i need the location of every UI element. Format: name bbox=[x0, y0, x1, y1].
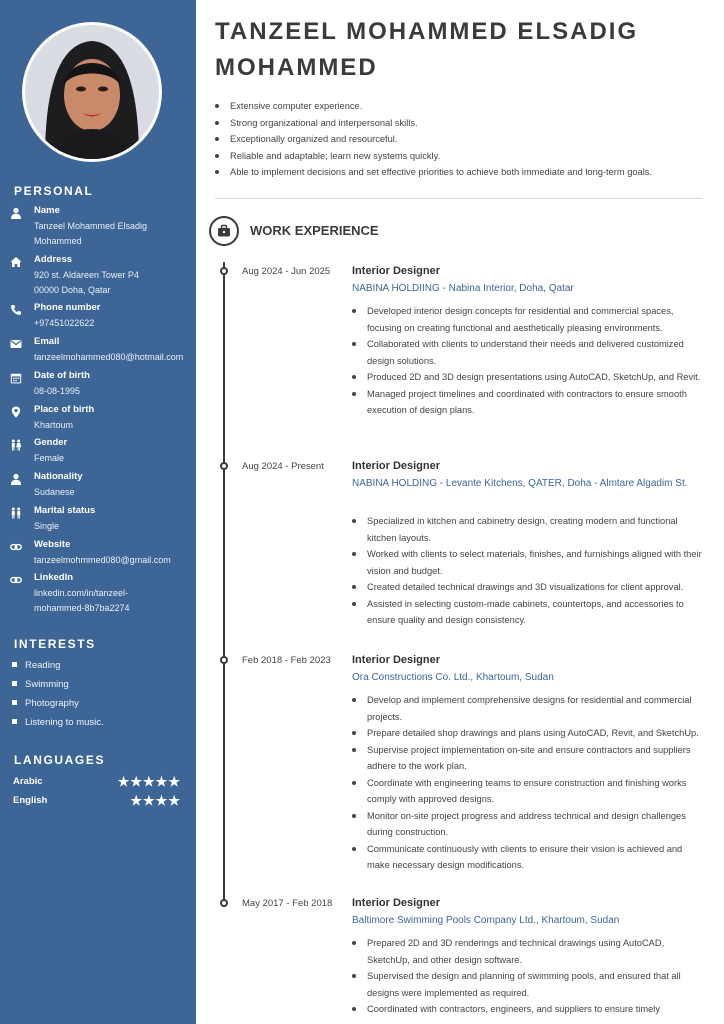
personal-value bbox=[34, 553, 171, 568]
personal-label: Phone number bbox=[34, 302, 101, 313]
personal-value bbox=[34, 350, 183, 365]
personal-label: Date of birth bbox=[34, 370, 90, 381]
person-icon bbox=[10, 206, 22, 218]
calendar-icon bbox=[10, 371, 22, 383]
briefcase-icon bbox=[209, 216, 239, 246]
job-bullet: Developed interior design concepts for residential and commercial spaces, focusing on creating functional and aesthetically pleasing environments. bbox=[352, 303, 704, 336]
timeline-dot bbox=[220, 462, 228, 470]
star-rating-icon: ★★★★★ bbox=[117, 774, 181, 789]
email-icon bbox=[10, 337, 22, 349]
personal-value-line: Khartoum bbox=[34, 420, 74, 430]
interest-item bbox=[12, 660, 60, 671]
interest-label: Listening to music. bbox=[25, 717, 104, 728]
person-icon bbox=[10, 472, 22, 484]
personal-value-line: tanzeelmohmmed080@gmail.com bbox=[34, 555, 171, 565]
language-item bbox=[13, 795, 185, 806]
timeline-dot bbox=[220, 656, 228, 664]
personal-value-line: linkedin.com/in/tanzeel- bbox=[34, 588, 129, 598]
link-icon bbox=[10, 573, 22, 585]
language-name: Arabic bbox=[13, 776, 43, 787]
personal-value-line: Female bbox=[34, 453, 65, 463]
personal-label: Gender bbox=[34, 437, 68, 448]
summary-item: Reliable and adaptable; learn new systems quickly. bbox=[215, 148, 652, 165]
personal-value-line: Sudanese bbox=[34, 487, 75, 497]
home-icon bbox=[10, 255, 22, 267]
section-divider bbox=[215, 198, 702, 199]
square-bullet-icon bbox=[12, 662, 17, 667]
job-bullet: Specialized in kitchen and cabinetry design, creating modern and functional kitchen layouts. bbox=[352, 513, 704, 546]
job-bullet: Communicate continuously with clients to ensure their vision is achieved and make necessary design modifications. bbox=[352, 841, 704, 874]
personal-value bbox=[34, 268, 139, 297]
summary-item: Extensive computer experience. bbox=[215, 98, 652, 115]
interest-item bbox=[12, 717, 104, 728]
job-dates: May 2017 - Feb 2018 bbox=[242, 898, 333, 909]
job-bullets bbox=[352, 692, 704, 874]
job-bullet: Managed project timelines and coordinated with contractors to ensure smooth execution of design plans. bbox=[352, 386, 704, 419]
interest-item bbox=[12, 698, 79, 709]
square-bullet-icon bbox=[12, 700, 17, 705]
personal-value bbox=[34, 384, 80, 399]
language-item bbox=[13, 776, 185, 787]
personal-value-line: mohammed-8b7ba2274 bbox=[34, 602, 130, 613]
personal-label: Email bbox=[34, 336, 60, 347]
job-company: Baltimore Swimming Pools Company Ltd., Khartoum, Sudan bbox=[352, 915, 620, 926]
personal-value-line: Mohammed bbox=[34, 235, 82, 246]
personal-value bbox=[34, 519, 59, 534]
job-title: Interior Designer bbox=[352, 460, 441, 472]
personal-value-line: 00000 Doha, Qatar bbox=[34, 284, 111, 295]
timeline-line bbox=[223, 262, 225, 907]
personal-value bbox=[34, 485, 75, 500]
work-experience-heading: WORK EXPERIENCE bbox=[250, 223, 379, 238]
job-title: Interior Designer bbox=[352, 654, 441, 666]
job-bullet: Created detailed technical drawings and 3D visualizations for client approval. bbox=[352, 579, 704, 596]
job-bullet: Coordinate with engineering teams to ensure construction and finishing works comply with approved designs. bbox=[352, 775, 704, 808]
interest-item bbox=[12, 679, 69, 690]
job-dates: Aug 2024 - Present bbox=[242, 461, 324, 472]
interest-label: Swimming bbox=[25, 679, 69, 690]
summary-list bbox=[215, 98, 652, 181]
languages-heading: LANGUAGES bbox=[14, 753, 106, 767]
job-bullets bbox=[352, 935, 704, 1018]
phone-icon bbox=[10, 303, 22, 315]
personal-value bbox=[34, 451, 64, 466]
job-bullets bbox=[352, 513, 704, 629]
personal-value bbox=[34, 316, 94, 331]
summary-item: Able to implement decisions and set effective priorities to achieve both immediate and long-term goals. bbox=[215, 164, 652, 181]
personal-value bbox=[34, 219, 147, 248]
job-bullet: Produced 2D and 3D design presentations using AutoCAD, SketchUp, and Revit. bbox=[352, 369, 704, 386]
sidebar bbox=[0, 0, 196, 1024]
job-dates: Aug 2024 - Jun 2025 bbox=[242, 266, 331, 277]
job-title: Interior Designer bbox=[352, 897, 441, 909]
personal-value-line: 920 st. Aldareen Tower P4 bbox=[34, 270, 139, 280]
job-bullet: Worked with clients to select materials, finishes, and furnishings aligned with their vision and budget. bbox=[352, 546, 704, 579]
personal-label: Name bbox=[34, 205, 60, 216]
interest-label: Photography bbox=[25, 698, 79, 709]
personal-label: Place of birth bbox=[34, 404, 95, 415]
timeline-dot bbox=[220, 899, 228, 907]
square-bullet-icon bbox=[12, 719, 17, 724]
couple-icon bbox=[10, 506, 22, 518]
personal-heading: PERSONAL bbox=[14, 184, 94, 198]
interests-heading: INTERESTS bbox=[14, 637, 96, 651]
job-bullet: Monitor on-site project progress and address technical and design challenges during construction. bbox=[352, 808, 704, 841]
personal-value-line: +97451022622 bbox=[34, 318, 95, 328]
personal-value-line: Tanzeel Mohammed Elsadig bbox=[34, 221, 148, 231]
personal-value bbox=[34, 586, 130, 615]
personal-label: Address bbox=[34, 254, 73, 265]
job-bullet: Collaborated with clients to understand their needs and delivered customized design solutions. bbox=[352, 336, 704, 369]
summary-item: Exceptionally organized and resourceful. bbox=[215, 131, 652, 148]
job-bullet: Assisted in selecting custom-made cabinets, countertops, and accessories to ensure quality and design consistency. bbox=[352, 596, 704, 629]
job-bullet: Prepare detailed shop drawings and plans using AutoCAD, Revit, and SketchUp. bbox=[352, 725, 704, 742]
gender-icon bbox=[10, 438, 22, 450]
personal-label: Nationality bbox=[34, 471, 83, 482]
personal-value-line: 08-08-1995 bbox=[34, 386, 81, 396]
job-bullet: Supervise project implementation on-site and ensure contractors and suppliers adhere to the work plan. bbox=[352, 742, 704, 775]
language-name: English bbox=[13, 795, 48, 806]
star-rating-icon: ★★★★ bbox=[130, 793, 181, 808]
job-company: NABINA HOLDIING - Nabina Interior, Doha, Qatar bbox=[352, 283, 574, 294]
job-bullet: Develop and implement comprehensive designs for residential and commercial projects. bbox=[352, 692, 704, 725]
personal-value-line: Single bbox=[34, 521, 60, 531]
candidate-name: TANZEEL MOHAMMED ELSADIG MOHAMMED bbox=[215, 18, 639, 81]
job-title: Interior Designer bbox=[352, 265, 441, 277]
job-company: Ora Constructions Co. Ltd., Khartoum, Sudan bbox=[352, 672, 554, 683]
personal-label: Website bbox=[34, 539, 71, 550]
job-bullet: Supervised the design and planning of swimming pools, and ensured that all designs were implemented as required. bbox=[352, 968, 704, 1001]
main-content bbox=[196, 0, 724, 1024]
personal-label: LinkedIn bbox=[34, 572, 74, 583]
interest-label: Reading bbox=[25, 660, 61, 671]
personal-value bbox=[34, 418, 73, 433]
job-bullets bbox=[352, 303, 704, 419]
summary-item: Strong organizational and interpersonal skills. bbox=[215, 115, 652, 132]
location-pin-icon bbox=[10, 405, 22, 417]
link-icon bbox=[10, 540, 22, 552]
personal-value-line: tanzeelmohammed080@hotmail.com bbox=[34, 352, 184, 362]
profile-photo bbox=[22, 22, 162, 162]
job-bullet: Coordinated with contractors, engineers, and suppliers to ensure timely bbox=[352, 1001, 704, 1018]
timeline-dot bbox=[220, 267, 228, 275]
job-company: NABINA HOLDING - Levante Kitchens, QATER, Doha - Almtare Algadim St. bbox=[352, 478, 688, 489]
personal-label: Marital status bbox=[34, 505, 96, 516]
square-bullet-icon bbox=[12, 681, 17, 686]
job-dates: Feb 2018 - Feb 2023 bbox=[242, 655, 331, 666]
job-bullet: Prepared 2D and 3D renderings and technical drawings using AutoCAD, SketchUp, and other design software. bbox=[352, 935, 704, 968]
